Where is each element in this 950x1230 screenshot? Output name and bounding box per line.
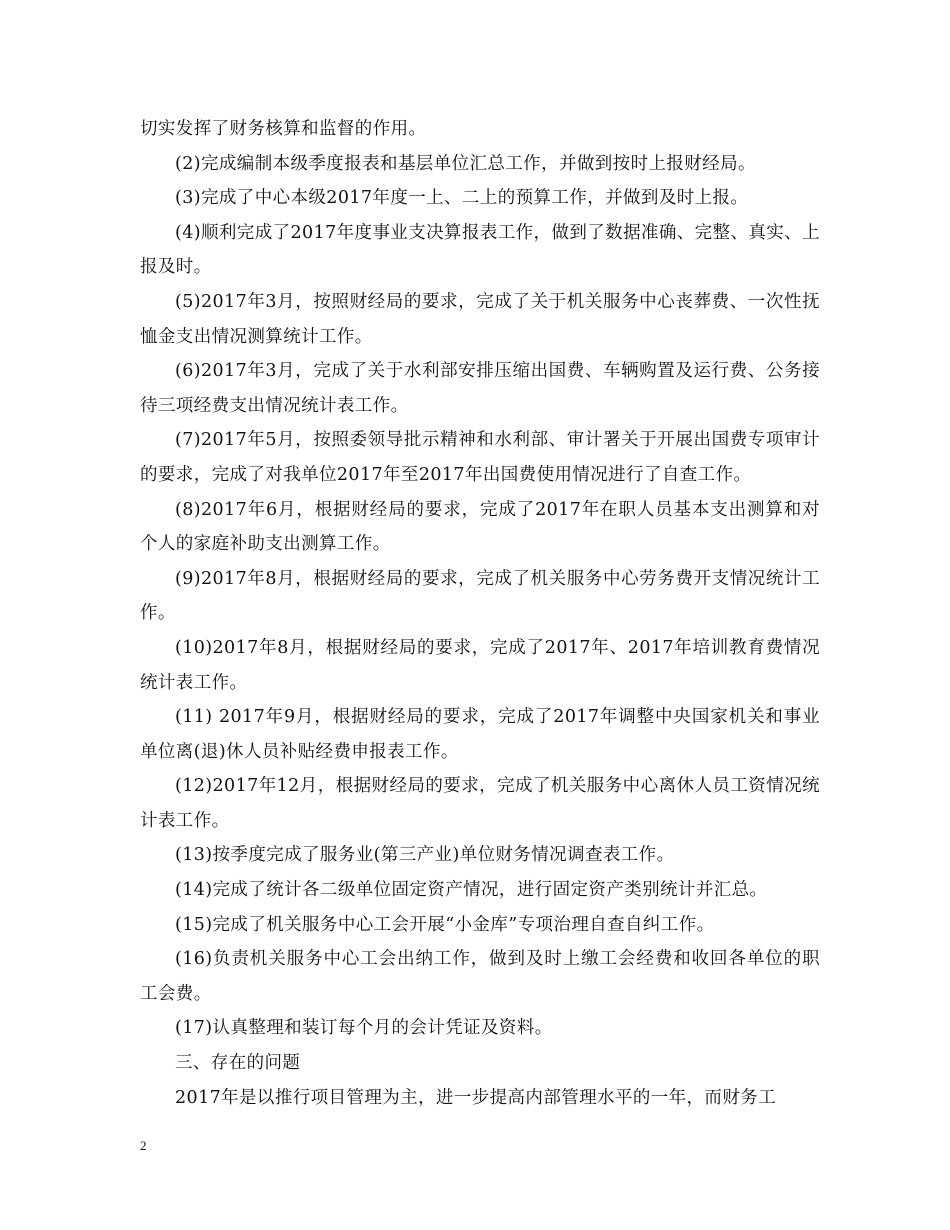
paragraph-11: (11) 2017年9月，根据财经局的要求，完成了2017年调整中央国家机关和事业单位离(退)休人员补贴经费申报表工作。 xyxy=(140,707,820,762)
section-heading: 三、存在的问题 xyxy=(175,1053,301,1074)
paragraph-13: (13)按季度完成了服务业(第三产业)单位财务情况调查表工作。 xyxy=(175,845,675,866)
paragraph-3: (3)完成了中心本级2017年度一上、二上的预算工作，并做到及时上报。 xyxy=(175,188,749,209)
paragraph-8: (8)2017年6月，根据财经局的要求，完成了2017年在职人员基本支出测算和对个人的家庭补助支出测算工作。 xyxy=(140,499,820,555)
paragraph-4: (4)顺利完成了2017年度事业支决算报表工作，做到了数据准确、完整、真实、上报及时。 xyxy=(140,222,820,278)
paragraph-15: (15)完成了机关服务中心工会开展“小金库”专项治理自查自纠工作。 xyxy=(175,914,715,935)
paragraph-6: (6)2017年3月，完成了关于水利部安排压缩出国费、车辆购置及运行费、公务接待三项经费支出情况统计表工作。 xyxy=(140,361,820,416)
paragraph-7: (7)2017年5月，按照委领导批示精神和水利部、审计署关于开展出国费专项审计的要求，完成了对我单位2017年至2017年出国费使用情况进行了自查工作。 xyxy=(140,430,820,485)
paragraph-1: 切实发挥了财务核算和监督的作用。 xyxy=(140,119,427,139)
document-body xyxy=(140,112,820,1115)
paragraph-9: (9)2017年8月，根据财经局的要求，完成了机关服务中心劳务费开支情况统计工作。 xyxy=(140,568,820,624)
paragraph-16: (16)负责机关服务中心工会出纳工作，做到及时上缴工会经费和收回各单位的职工会费。 xyxy=(140,949,820,1004)
paragraph-14: (14)完成了统计各二级单位固定资产情况，进行固定资产类别统计并汇总。 xyxy=(175,880,768,901)
paragraph-17: (17)认真整理和装订每个月的会计凭证及资料。 xyxy=(175,1018,553,1039)
paragraph-5: (5)2017年3月，按照财经局的要求，完成了关于机关服务中心丧葬费、一次性抚恤金支出情况测算统计工作。 xyxy=(140,291,820,347)
paragraph-19: 2017年是以推行项目管理为主，进一步提高内部管理水平的一年，而财务工 xyxy=(175,1087,777,1108)
paragraph-10: (10)2017年8月，根据财经局的要求，完成了2017年、2017年培训教育费情况统计表工作。 xyxy=(140,637,820,693)
paragraph-2: (2)完成编制本级季度报表和基层单位汇总工作，并做到按时上报财经局。 xyxy=(175,153,756,174)
page-number: 2 xyxy=(140,1138,147,1153)
paragraph-12: (12)2017年12月，根据财经局的要求，完成了机关服务中心离休人员工资情况统计表工作。 xyxy=(140,776,820,831)
